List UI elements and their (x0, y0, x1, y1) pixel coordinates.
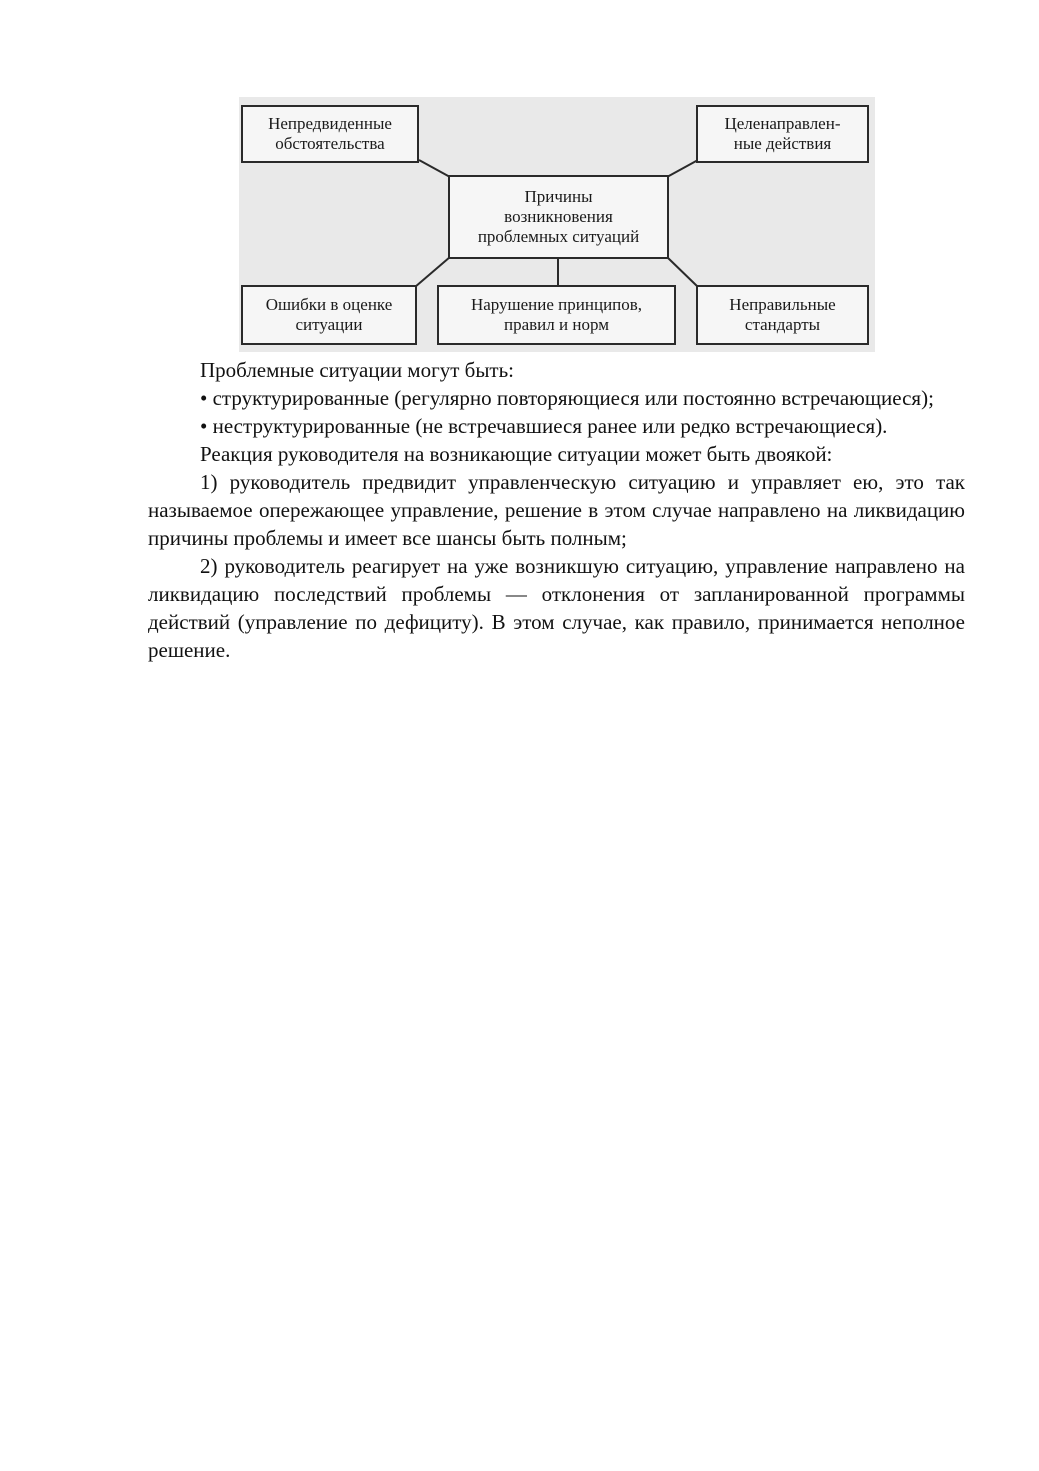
connector-top-right (667, 160, 698, 177)
node-principles-violation: Нарушение принципов, правил и норм (437, 285, 676, 345)
bullet-unstructured: • неструктурированные (не встречавшиеся ранее или редко встречающиеся). (200, 414, 888, 438)
reaction-paragraph: Реакция руководителя на возникающие ситуации может быть двоякой: (200, 442, 833, 466)
connector-bottom-left (415, 257, 450, 287)
intro-paragraph: Проблемные ситуации могут быть: (200, 358, 515, 382)
item-reactive: 2) руководитель реагирует на уже возникшую ситуацию, управление направлено на ликвидацию последствий проблемы — отклонения от запланированной программы действий (управление по дефициту). В этом случае, как правило, принимается неполное решение. (148, 554, 965, 662)
node-assessment-errors: Ошибки в оценке ситуации (241, 285, 417, 345)
body-text (148, 356, 965, 664)
item-anticipatory: 1) руководитель предвидит управленческую ситуацию и управляет ею, это так называемое опережающее управление, решение в этом случае направлено на ликвидацию причины проблемы и имеет все шансы быть полным; (148, 470, 965, 550)
bullet-structured: • структурированные (регулярно повторяющиеся или постоянно встречающиеся); (200, 386, 934, 410)
causes-diagram (239, 97, 875, 352)
node-purposeful-actions: Целенаправлен- ные действия (696, 105, 869, 163)
connector-bottom-right (667, 257, 698, 287)
node-center-causes: Причины возникновения проблемных ситуаций (448, 175, 669, 259)
node-wrong-standards: Неправильные стандарты (696, 285, 869, 345)
node-unforeseen-circumstances: Непредвиденные обстоятельства (241, 105, 419, 163)
connector-top-left (419, 160, 450, 177)
